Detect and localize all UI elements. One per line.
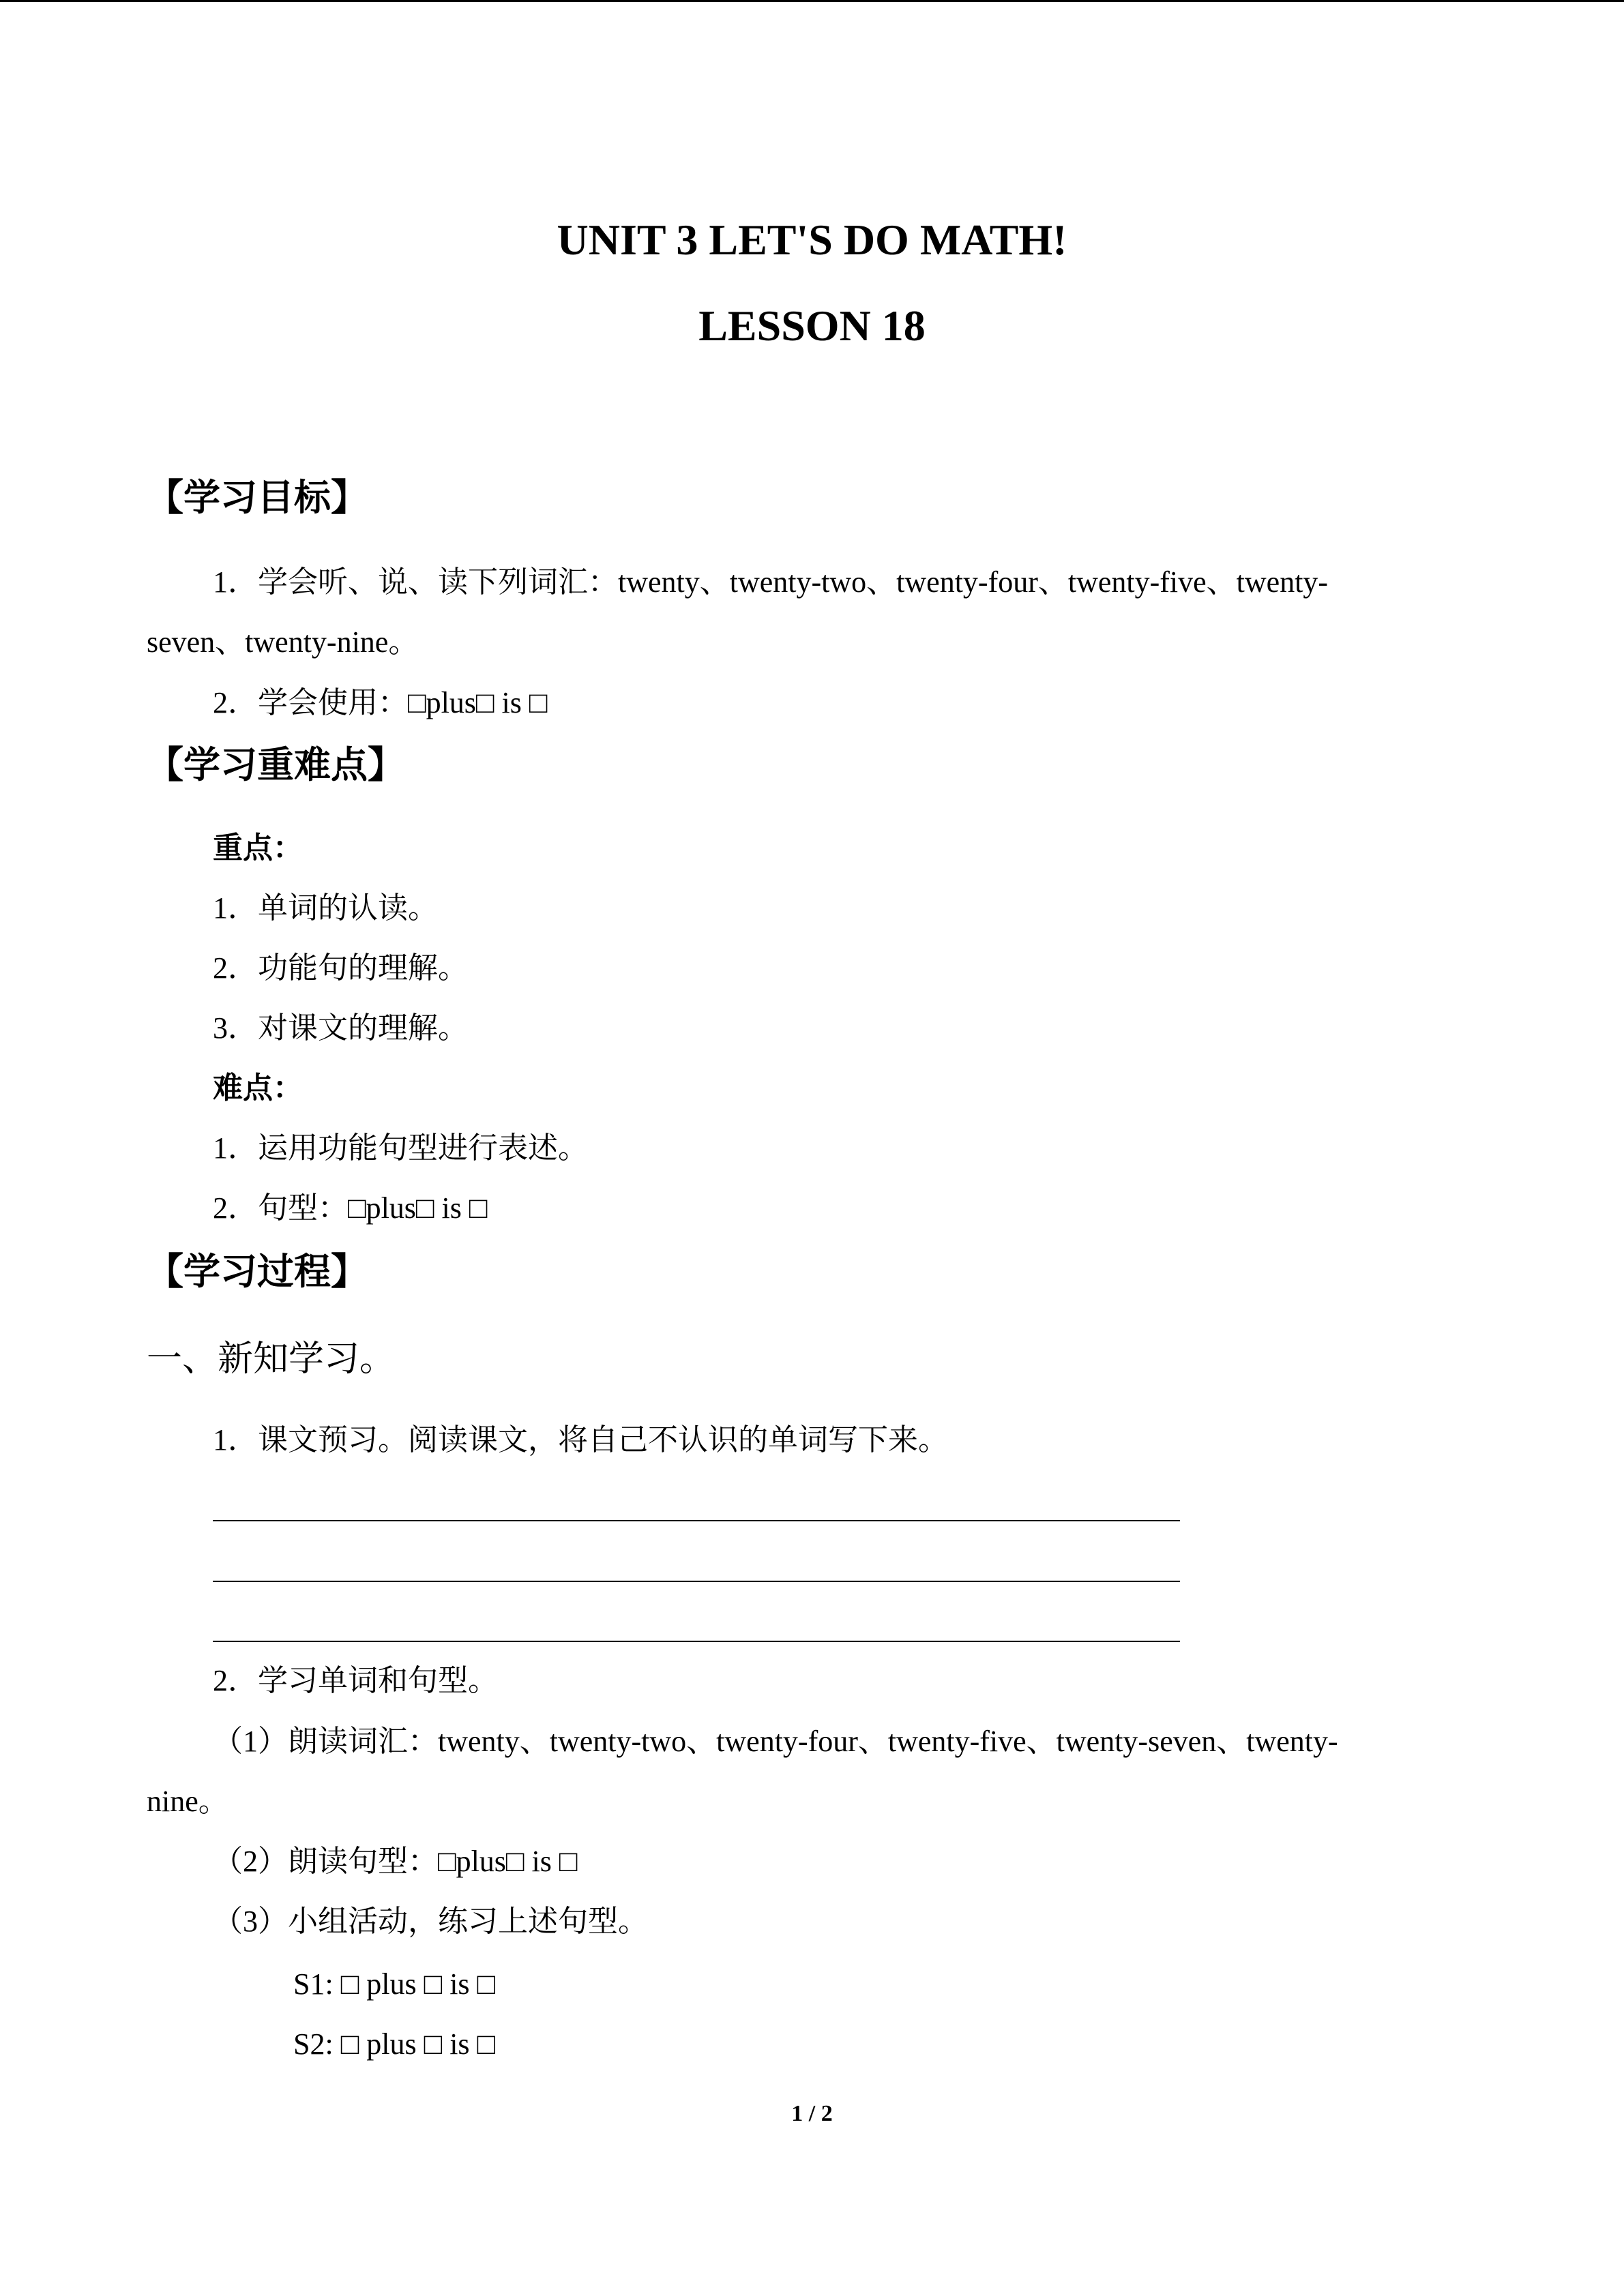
substep-3-group-activity: （3）小组活动，练习上述句型。 (213, 1905, 648, 1938)
substep-1-read-words: （1）朗读词汇：twenty、twenty-two、twenty-four、twenty-five、twenty-seven、twenty- (213, 1725, 1338, 1758)
document-subtitle: LESSON 18 (698, 301, 926, 350)
dialog-line-s2: S2: □ plus □ is □ (293, 2027, 496, 2061)
key-points-heading: 【学习重难点】 (147, 743, 404, 786)
objective-item-2: 2．学会使用：□plus□ is □ (213, 686, 548, 719)
focus-item: 2．功能句的理解。 (213, 951, 468, 985)
answer-line (213, 1520, 1180, 1521)
page-number: 1 / 2 (791, 2101, 833, 2126)
step-2-words-and-patterns: 2．学习单词和句型。 (213, 1664, 498, 1697)
process-heading: 【学习过程】 (147, 1250, 368, 1293)
dialog-line-s1: S1: □ plus □ is □ (293, 1967, 496, 2001)
substep-1-continued: nine。 (147, 1785, 228, 1818)
answer-line (213, 1581, 1180, 1582)
step-1-preview: 1．课文预习。阅读课文，将自己不认识的单词写下来。 (213, 1423, 948, 1457)
difficulty-label: 难点： (213, 1071, 303, 1105)
focus-item: 3．对课文的理解。 (213, 1011, 468, 1045)
focus-item: 1．单词的认读。 (213, 891, 438, 925)
difficulty-item: 2．句型：□plus□ is □ (213, 1191, 488, 1225)
document-title: UNIT 3 LET'S DO MATH! (557, 215, 1067, 264)
part-1-title: 一、新知学习。 (147, 1340, 396, 1379)
objective-item-1: 1．学会听、说、读下列词汇：twenty、twenty-two、twenty-four、twenty-five、twenty- (213, 565, 1329, 599)
difficulty-item: 1．运用功能句型进行表述。 (213, 1131, 588, 1165)
substep-2-read-patterns: （2）朗读句型：□plus□ is □ (213, 1845, 578, 1878)
focus-label: 重点： (213, 831, 303, 865)
objectives-heading: 【学习目标】 (147, 476, 368, 519)
objective-item-1-continued: seven、twenty-nine。 (147, 625, 419, 659)
top-border-rule (0, 0, 1624, 2)
answer-line (213, 1641, 1180, 1642)
